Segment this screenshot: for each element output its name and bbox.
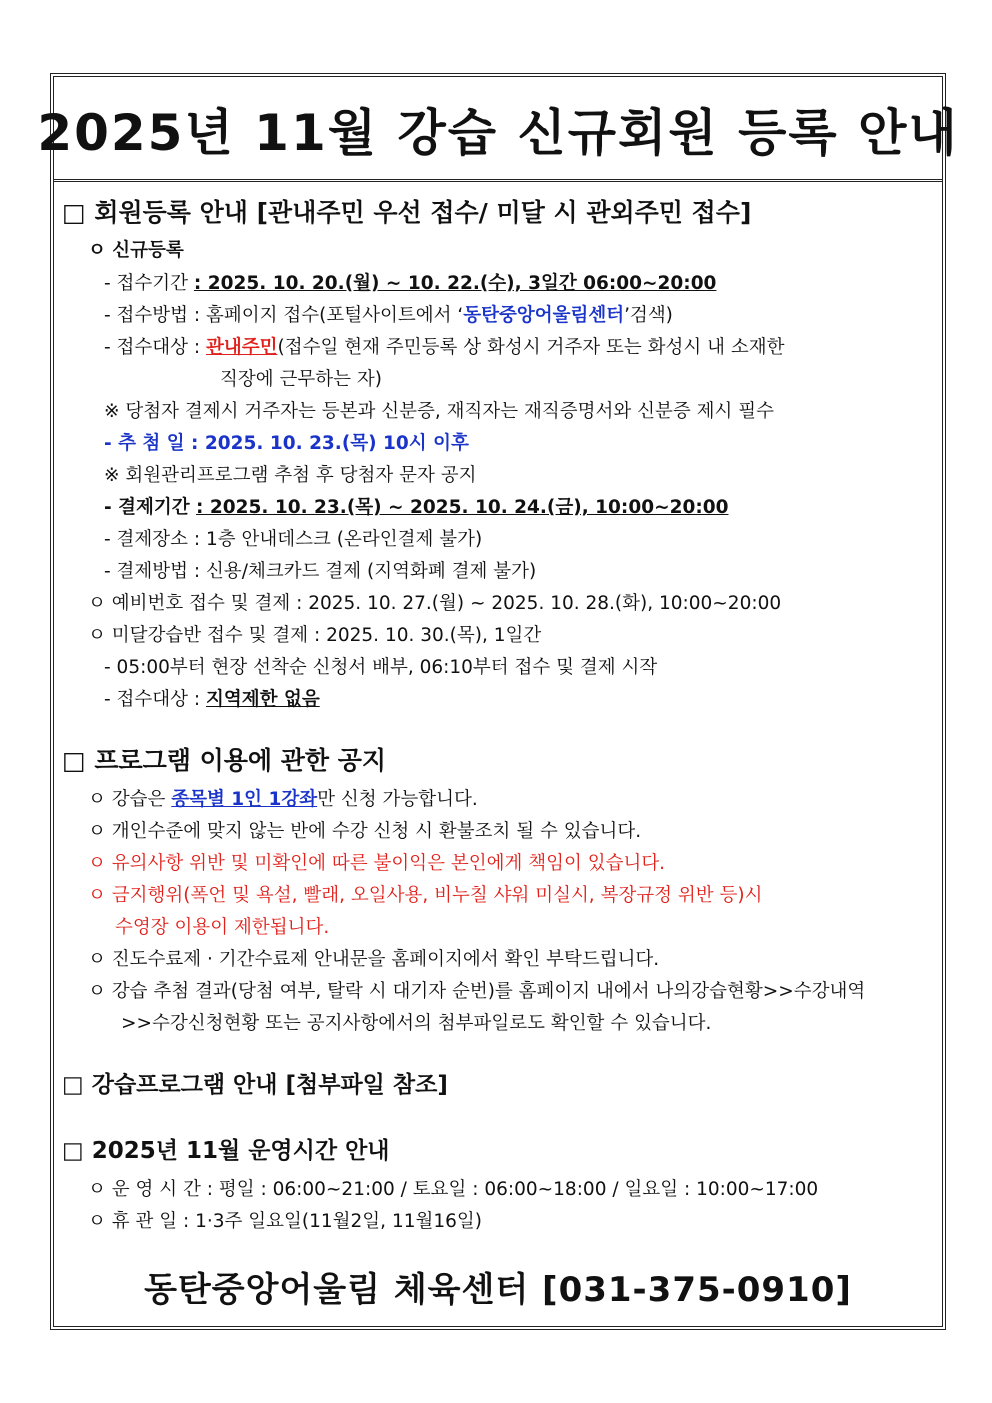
notice-one-course-a: ㅇ 강습은 xyxy=(88,789,172,810)
reception-target xyxy=(104,333,784,359)
operating-hours: ㅇ 운 영 시 간 : 평일 : 06:00~21:00 / 토요일 : 06:00~18:00 / 일요일 : 10:00~17:00 xyxy=(88,1179,819,1200)
reception-period-value: : 2025. 10. 20.(월) ~ 10. 22.(수), 3일간 06:00~20:00 xyxy=(193,273,717,294)
payment-method: - 결제방법 : 신용/체크카드 결제 (지역화폐 결제 불가) xyxy=(104,561,537,582)
payment-period-label: - 결제기간 xyxy=(104,497,197,518)
title-box xyxy=(37,76,959,182)
resident-highlight: 관내주민 xyxy=(206,337,278,358)
reserve-number: ㅇ 예비번호 접수 및 결제 : 2025. 10. 27.(월) ~ 2025. 10. 28.(화), 10:00~20:00 xyxy=(88,593,782,614)
reception-target-label: - 접수대상 : xyxy=(104,337,207,358)
notice-results: ㅇ 강습 추첨 결과(당첨 여부, 탈락 시 대기자 순번)를 홈페이지 내에서 나의강습현황>>수강내역 xyxy=(88,981,866,1002)
notice-one-course-highlight: 종목별 1인 1강좌 xyxy=(171,789,318,810)
draw-notice-note: ※ 회원관리프로그램 추첨 후 당첨자 문자 공지 xyxy=(104,465,477,486)
shortfall-class: ㅇ 미달강습반 접수 및 결제 : 2025. 10. 30.(목), 1일간 xyxy=(88,625,542,646)
shortfall-target-value: 지역제한 없음 xyxy=(206,689,320,710)
closed-days: ㅇ 휴 관 일 : 1·3주 일요일(11월2일, 11월16일) xyxy=(88,1211,482,1232)
notice-completion: ㅇ 진도수료제 · 기간수료제 안내문을 홈페이지에서 확인 부탁드립니다. xyxy=(88,949,660,970)
section-notice-heading: □ 프로그램 이용에 관한 공지 xyxy=(62,746,387,775)
reception-method xyxy=(104,301,673,327)
shortfall-detail: - 05:00부터 현장 선착순 신청서 배부, 06:10부터 접수 및 결제 시작 xyxy=(104,657,658,678)
footer-contact: 동탄중앙어울림 체육센터 [031-375-0910] xyxy=(144,1270,852,1310)
reception-target-tail: (접수일 현재 주민등록 상 화성시 거주자 또는 화성시 내 소재한 xyxy=(277,337,785,358)
shortfall-target-label: - 접수대상 : xyxy=(104,689,207,710)
draw-date: - 추 첨 일 : 2025. 10. 23.(목) 10시 이후 xyxy=(104,433,469,454)
notice-one-course-c: 만 신청 가능합니다. xyxy=(317,789,478,810)
winner-payment-note: ※ 당첨자 결제시 거주자는 등본과 신분증, 재직자는 재직증명서와 신분증 제시 필수 xyxy=(104,401,774,422)
notice-prohibited-cont: 수영장 이용이 제한됩니다. xyxy=(115,917,330,938)
new-registration-subheading: ㅇ 신규등록 xyxy=(88,240,184,261)
notice-one-course xyxy=(88,785,478,811)
shortfall-target xyxy=(104,685,320,711)
reception-period-label: - 접수기간 xyxy=(104,273,194,294)
page-title: 2025년 11월 강습 신규회원 등록 안내 xyxy=(37,103,959,162)
reception-period xyxy=(104,269,716,295)
payment-period xyxy=(104,493,728,519)
section-registration-heading: □ 회원등록 안내 [관내주민 우선 접수/ 미달 시 관외주민 접수] xyxy=(62,198,752,227)
reception-method-tail: ’검색) xyxy=(624,305,673,326)
notice-refund: ㅇ 개인수준에 맞지 않는 반에 수강 신청 시 환불조치 될 수 있습니다. xyxy=(88,821,642,842)
notice-results-cont: >>수강신청현황 또는 공지사항에서의 첨부파일로도 확인할 수 있습니다. xyxy=(121,1013,712,1034)
section-program-heading: □ 강습프로그램 안내 [첨부파일 참조] xyxy=(62,1072,448,1098)
notice-responsibility: ㅇ 유의사항 위반 및 미확인에 따른 불이익은 본인에게 책임이 있습니다. xyxy=(88,853,666,874)
payment-period-value: : 2025. 10. 23.(목) ~ 2025. 10. 24.(금), 10:00~20:00 xyxy=(196,497,729,518)
center-name: 동탄중앙어울림센터 xyxy=(463,305,625,326)
reception-target-cont: 직장에 근무하는 자) xyxy=(220,369,382,390)
section-hours-heading: □ 2025년 11월 운영시간 안내 xyxy=(62,1138,390,1164)
reception-method-label: - 접수방법 : 홈페이지 접수(포털사이트에서 ‘ xyxy=(104,305,464,326)
payment-place: - 결제장소 : 1층 안내데스크 (온라인결제 불가) xyxy=(104,529,483,550)
notice-prohibited: ㅇ 금지행위(폭언 및 욕설, 빨래, 오일사용, 비누칠 샤워 미실시, 복장규정 위반 등)시 xyxy=(88,885,763,906)
title-divider xyxy=(53,179,943,182)
